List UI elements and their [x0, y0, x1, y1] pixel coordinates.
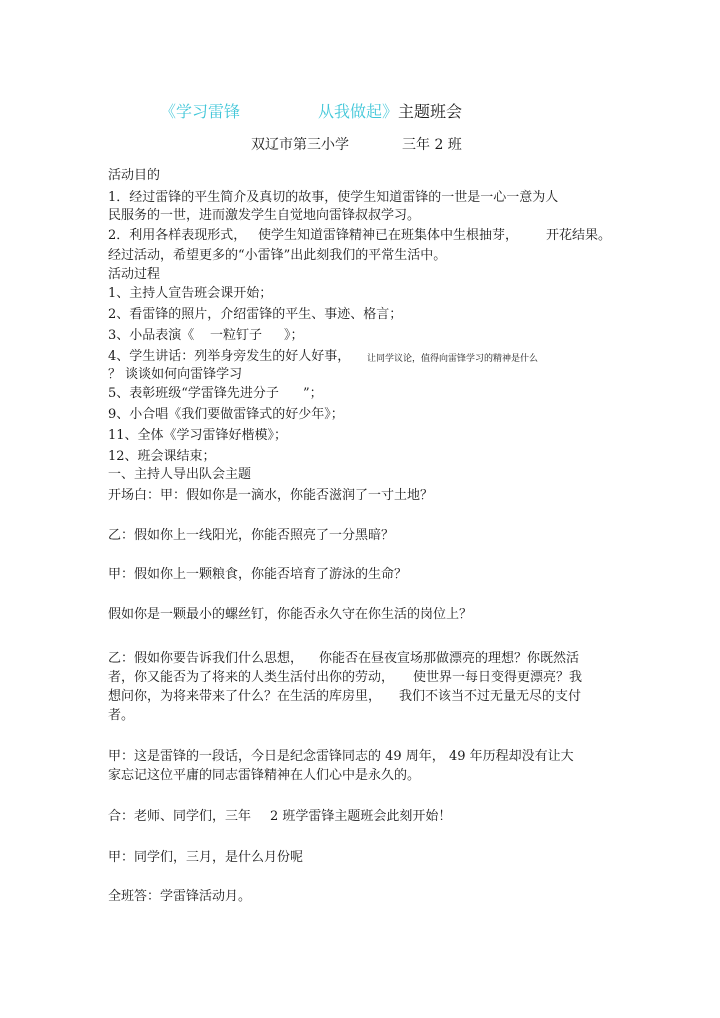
document-title [160, 101, 462, 123]
title-part-2: 从我做起》 [318, 102, 399, 121]
goal-1-line-1: 1．经过雷锋的平生简介及真切的故事，使学生知道雷锋的一世是一心一意为人 [108, 190, 559, 205]
step-4-part-2: 让同学议论，值得向雷锋学习的精神是什么 [367, 354, 539, 364]
yi-2-line-1-part-1: 乙：假如你要告诉我们什么思想， [108, 651, 304, 666]
yi-2-line-2-part-1: 者，你又能否为了将来的人类生活付出你的劳动， [108, 670, 395, 685]
class-answer-line: 全班答：学雷锋活动月。 [108, 889, 252, 904]
yi-2-line-2-part-2: 使世界一每日变得更漂亮？我 [413, 670, 583, 685]
yi-2-line-1-part-2: 你能否在昼夜宣场那做漂亮的理想？你既然活 [319, 651, 580, 666]
he-line-part-2: 2 班学雷锋主题班会此刻开始！ [270, 809, 452, 824]
section-1-heading: 一、主持人导出队会主题 [108, 467, 252, 482]
yi-2-line-4: 者。 [108, 708, 135, 723]
title-part-1: 《学习雷锋 [160, 102, 241, 121]
step-12: 12、班会课结束； [108, 449, 216, 464]
title-part-3: 主题班会 [398, 102, 463, 121]
jia-line-1: 甲：假如你上一颗粮食，你能否培育了游泳的生命？ [108, 567, 408, 582]
goal-heading: 活动目的 [108, 168, 161, 183]
class-name: 三年 2 班 [402, 137, 462, 153]
screw-line: 假如你是一颗最小的螺丝钉，你能否永久守在你生活的岗位上？ [108, 607, 473, 622]
step-3-part-1: 3、小品表演《 [108, 328, 195, 343]
step-5-part-1: 5、表彰班级“学雷锋先进分子 [108, 386, 279, 401]
step-2: 2、看雷锋的照片，介绍雷锋的平生、事迹、格言； [108, 307, 403, 322]
he-line-part-1: 合：老师、同学们，三年 [108, 809, 252, 824]
goal-2-part-2: 使学生知道雷锋精神已在班集体中生根抽芽， [258, 228, 519, 243]
step-5-part-2: ”； [303, 386, 323, 401]
step-4-part-3: ？ 谈谈如何向雷锋学习 [108, 367, 243, 382]
goal-2-part-3: 开花结果。 [546, 228, 612, 243]
step-3-part-2: 一粒钉子 [210, 328, 263, 343]
yi-2-line-3-part-1: 想问你，为将来带来了什么？在生活的库房里， [108, 689, 382, 704]
jia-2-line-1: 甲：这是雷锋的一段话，今日是纪念雷锋同志的 49 周年， 49 年历程却没有让大 [108, 749, 574, 764]
jia-3-line: 甲：同学们，三月，是什么月份呢 [108, 850, 304, 865]
step-1: 1、主持人宣告班会课开始； [108, 286, 273, 301]
step-11: 11、全体《学习雷锋好楷模》； [108, 428, 288, 443]
yi-2-line-3-part-2: 我们不该当不过无量无尽的支付 [399, 689, 582, 704]
goal-2-part-1: 2．利用各样表现形式， [108, 228, 247, 243]
yi-line-1: 乙：假如你上一线阳光，你能否照亮了一分黑暗？ [108, 528, 395, 543]
opening-line: 开场白：甲：假如你是一滴水，你能否滋润了一寸土地？ [108, 488, 434, 503]
step-4-part-1: 4、学生讲话：列举身旁发生的好人好事， [108, 349, 351, 364]
step-3-part-3: 》； [284, 328, 304, 343]
jia-2-line-2: 家忘记这位平庸的同志雷锋精神在人们心中是永久的。 [108, 768, 421, 783]
school-name: 双辽市第三小学 [251, 137, 349, 153]
step-9: 9、小合唱《我们要做雷锋式的好少年》； [108, 407, 344, 422]
goal-1-line-2: 民服务的一世，进而激发学生自觉地向雷锋叔叔学习。 [108, 208, 421, 223]
process-heading: 活动过程 [108, 267, 161, 282]
goal-3: 经过活动，希望更多的“小雷锋”出此刻我们的平常生活中。 [108, 248, 447, 263]
